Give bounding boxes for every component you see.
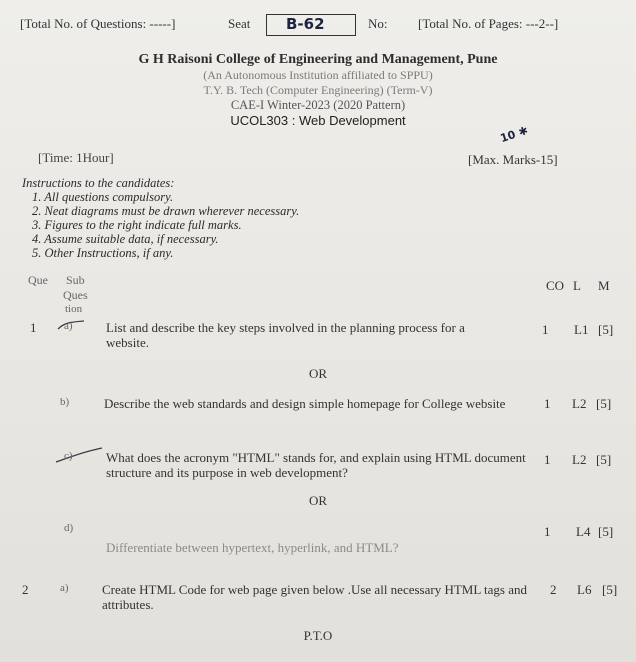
marks-value: [5] [598,524,614,539]
col-sub-1: Sub [66,273,85,287]
co-value: 1 [544,452,551,467]
pto-label: P.T.O [303,628,333,643]
question-text-line2: attributes. [102,597,154,612]
co-value: 1 [544,396,551,411]
seat-label: Seat [228,16,251,31]
total-pages: [Total No. of Pages: ---2--] [418,16,559,31]
col-co: CO [546,278,565,293]
marks-value: [5] [602,582,618,597]
handwritten-marks-note: 10 ✱ [498,123,530,146]
instruction-item: 1. All questions compulsory. [32,190,174,204]
time-label: [Time: 1Hour] [38,150,114,165]
instruction-item: 2. Neat diagrams must be drawn wherever necessary. [32,204,300,218]
instruction-item: 3. Figures to the right indicate full marks. [32,218,242,232]
marks-value: [5] [596,452,612,467]
question-text-line2: structure and its purpose in web development? [106,465,348,480]
college-name: G H Raisoni College of Engineering and Management, Pune [138,52,498,67]
col-sub-2: Ques [63,288,88,302]
max-marks: [Max. Marks-15] [468,152,558,167]
question-text-line2: website. [106,335,149,350]
sub-question-label: c) [64,450,73,462]
autonomy-line: (An Autonomous Institution affiliated to SPPU) [203,68,433,82]
level-value: L2 [572,452,587,467]
level-value: L1 [574,322,589,337]
question-text-line1: What does the acronym "HTML" stands for, and explain using HTML document [106,450,526,465]
col-m: M [598,278,610,293]
co-value: 2 [550,582,557,597]
seat-number: B-62 [286,15,325,33]
program-line: T.Y. B. Tech (Computer Engineering) (Term-V) [203,83,433,97]
marks-value: [5] [596,396,612,411]
level-value: L4 [576,524,591,539]
exam-line: CAE-I Winter-2023 (2020 Pattern) [230,98,406,112]
sub-question-label: d) [64,522,74,534]
or-separator: OR [308,366,328,381]
col-que: Que [28,273,48,287]
level-value: L2 [572,396,587,411]
marks-value: [5] [598,322,614,337]
question-text-line1: Create HTML Code for web page given below .Use all necessary HTML tags and [102,582,528,597]
co-value: 1 [544,524,551,539]
co-value: 1 [542,322,549,337]
no-label: No: [368,16,388,31]
or-separator: OR [308,493,328,508]
question-text-line1: Describe the web standards and design simple homepage for College website [104,396,506,411]
question-number: 2 [22,582,29,597]
col-l: L [573,278,581,293]
instruction-item: 5. Other Instructions, if any. [32,246,174,260]
instruction-item: 4. Assume suitable data, if necessary. [32,232,219,246]
col-sub-3: tion [65,303,83,315]
sub-question-label: b) [60,396,70,408]
question-text-line1: Differentiate between hypertext, hyperlink, and HTML? [106,540,399,555]
course-title: UCOL303 : Web Development [230,113,406,128]
question-text-line1: List and describe the key steps involved in the planning process for a [106,320,465,335]
question-number: 1 [30,320,37,335]
total-questions: [Total No. of Questions: -----] [20,16,176,31]
sub-question-label: a) [64,320,73,332]
instructions-heading: Instructions to the candidates: [22,176,175,190]
level-value: L6 [577,582,592,597]
strike-mark-icon [54,446,104,466]
sub-question-label: a) [60,582,69,594]
